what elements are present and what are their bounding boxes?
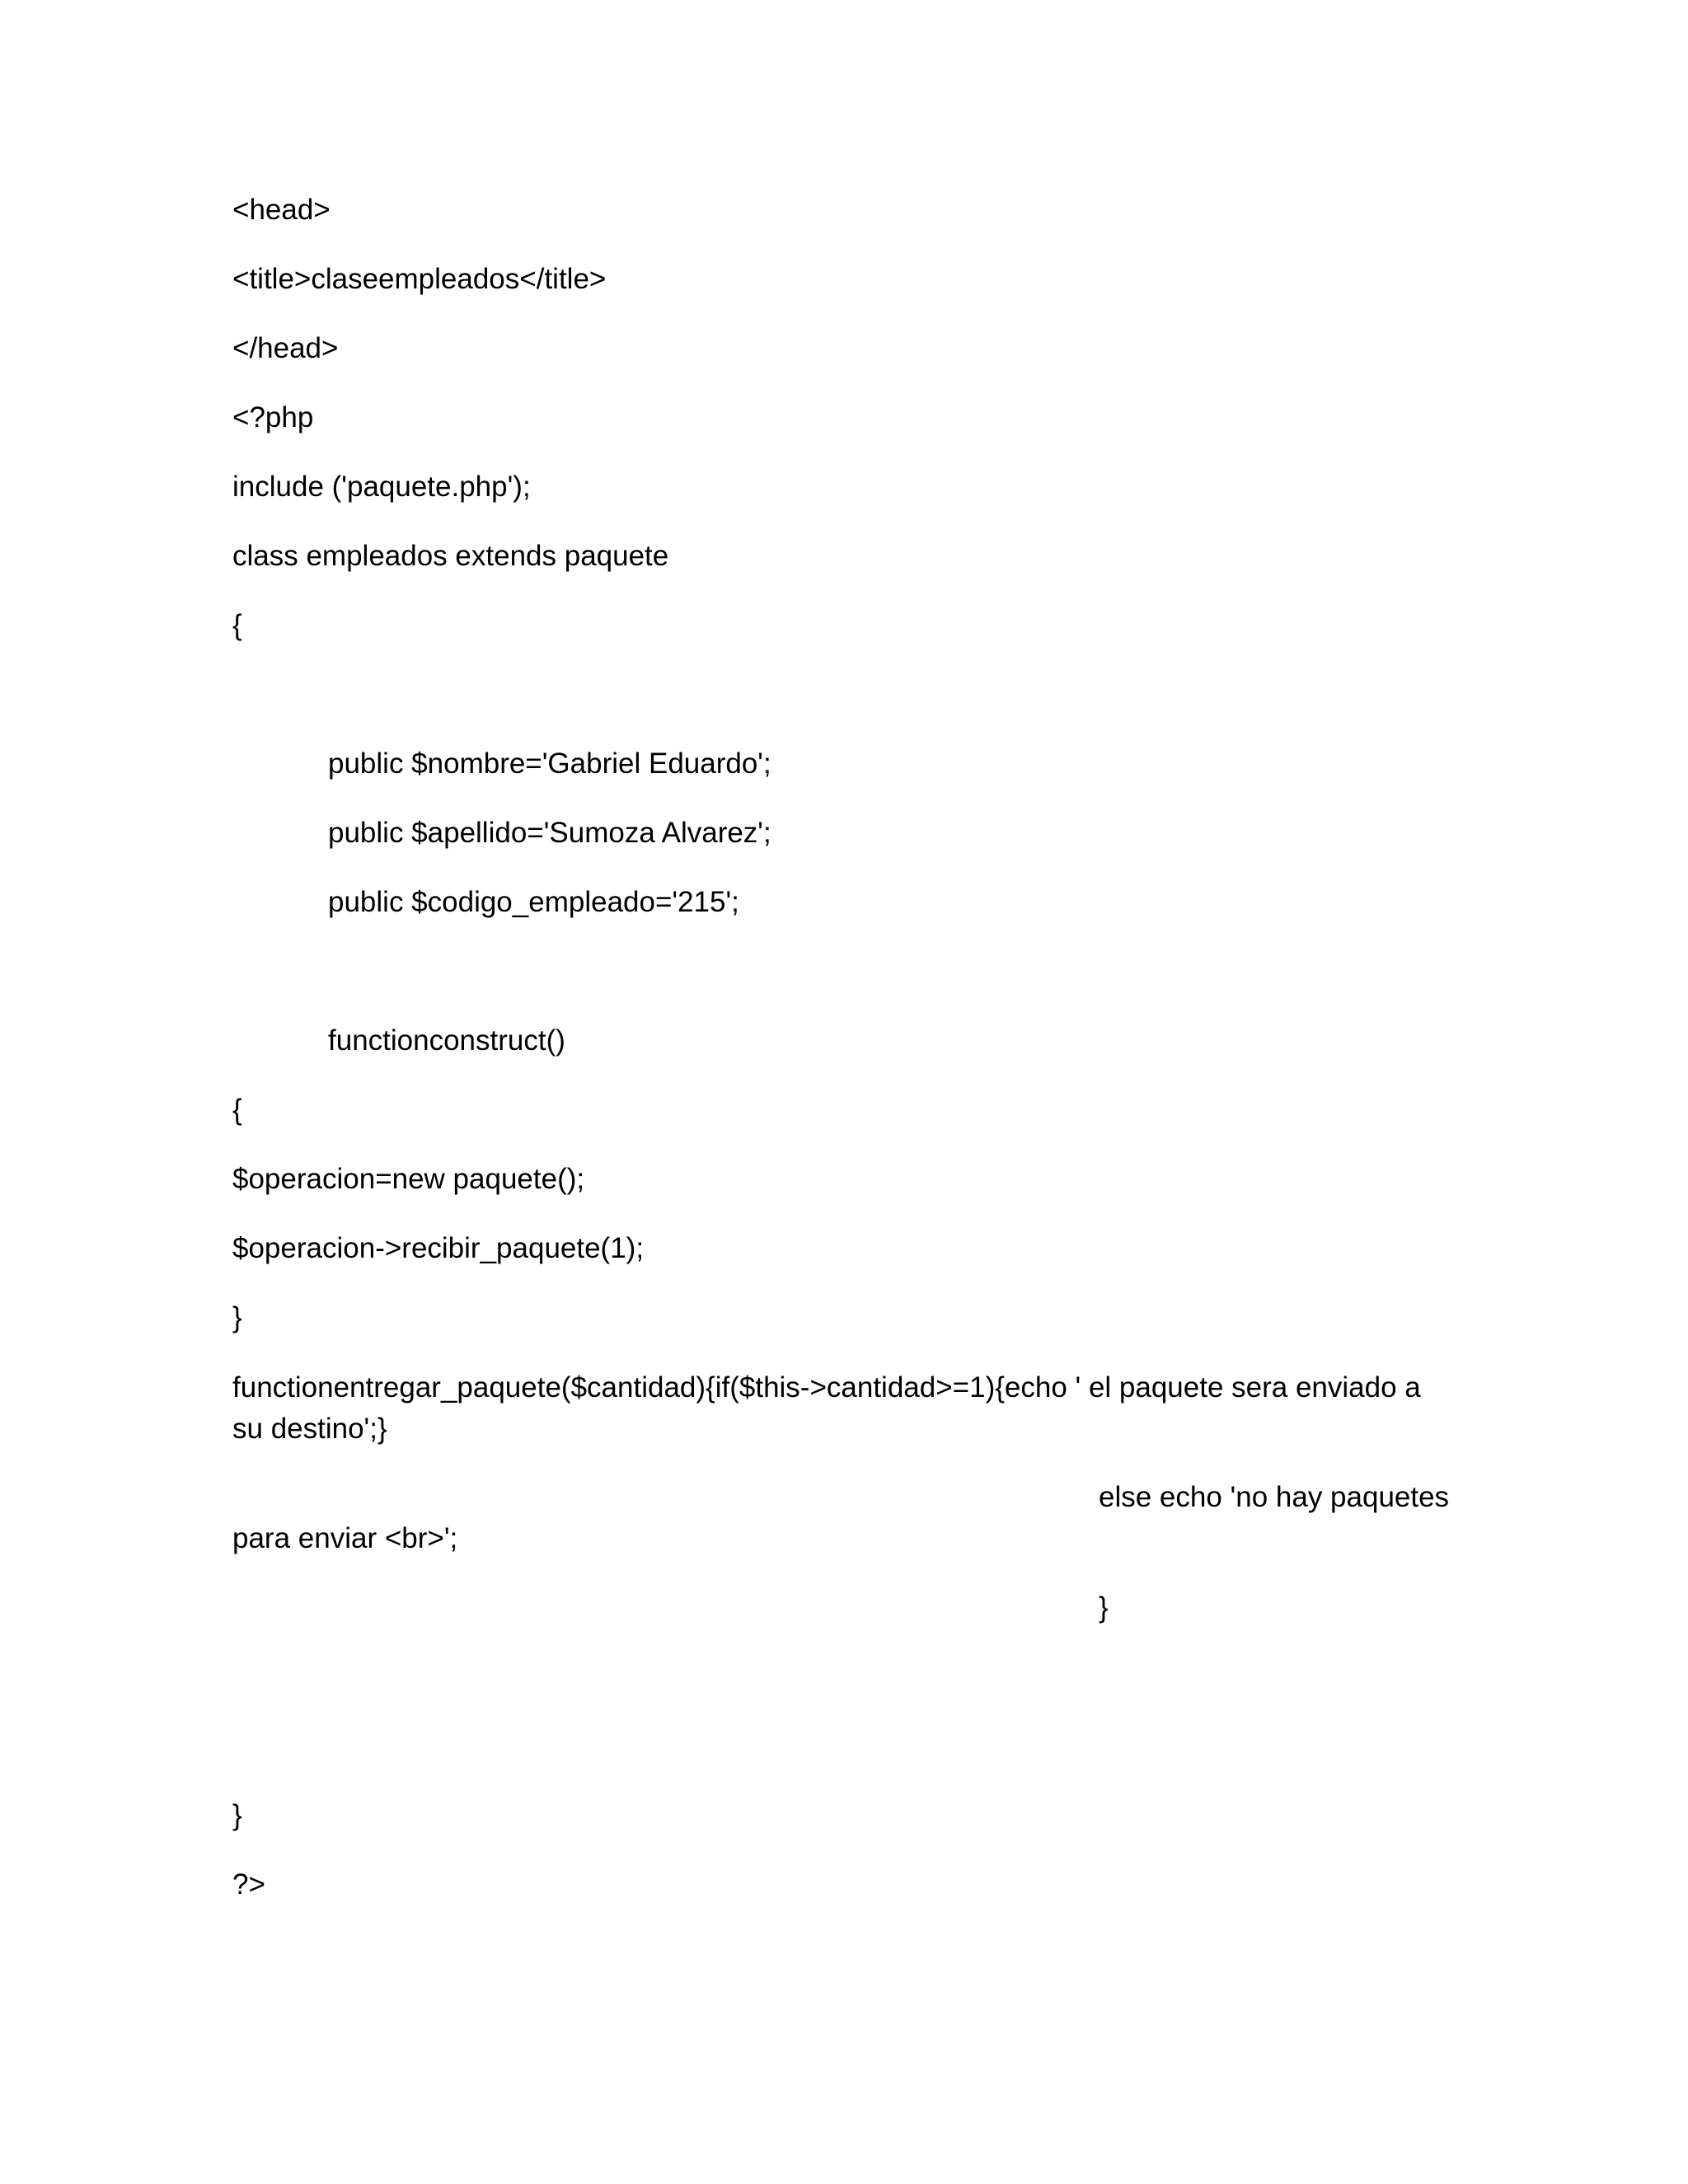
code-line-head-close: </head> [232,332,339,364]
code-line-else-brace-close: } [1099,1591,1109,1624]
code-line-class-declaration: class empleados extends paquete [232,540,669,572]
code-line-head-open: <head> [232,194,331,226]
code-line-include: include ('paquete.php'); [232,471,531,503]
code-line-php-close: ?> [232,1868,265,1900]
code-line-entregar-declaration: functionentregar_paquete($cantidad){if($this->cantidad>=1){echo ' el paquete sera enviado a su destino';} [232,1371,1421,1445]
code-line-construct-brace-close: } [232,1301,242,1333]
code-line-php-open: <?php [232,401,314,434]
code-line-else-part2: para enviar <br>'; [232,1522,458,1554]
code-line-operacion-new: $operacion=new paquete(); [232,1163,585,1195]
code-line-class-brace-close: } [232,1799,242,1831]
code-line-class-brace-open: { [232,609,242,641]
code-line-property-nombre: public $nombre='Gabriel Eduardo'; [328,748,771,780]
code-line-construct-brace-open: { [232,1094,242,1126]
code-line-operacion-recibir: $operacion->recibir_paquete(1); [232,1232,645,1264]
code-line-property-codigo: public $codigo_empleado='215'; [328,886,739,918]
code-line-construct-declaration: functionconstruct() [328,1024,565,1057]
code-line-property-apellido: public $apellido='Sumoza Alvarez'; [328,817,771,849]
code-line-title: <title>claseempleados</title> [232,263,607,295]
code-line-else-part1: else echo 'no hay paquetes [1099,1481,1450,1513]
